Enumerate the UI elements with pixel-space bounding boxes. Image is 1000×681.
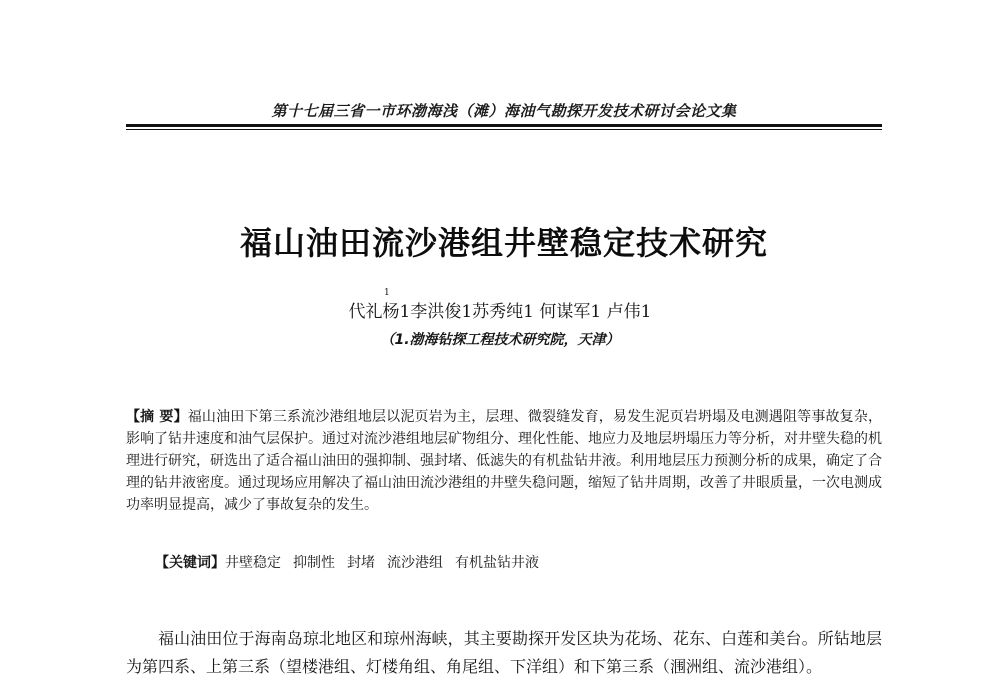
paper-title: 福山油田流沙港组井壁稳定技术研究 xyxy=(239,224,768,262)
author-superscript: 1 xyxy=(384,288,390,298)
affiliation: （1.渤海钻探工程技术研究院，天津） xyxy=(380,332,620,348)
running-header: 第十七届三省一市环渤海浅（滩）海油气勘探开发技术研讨会论文集 xyxy=(271,102,737,120)
header-rule-thick xyxy=(126,124,882,127)
header-rule-thin xyxy=(126,129,882,130)
abstract xyxy=(126,406,882,516)
abstract-label: 【摘 要】 xyxy=(126,409,188,425)
body-paragraph: 福山油田位于海南岛琼北地区和琼州海峡，其主要勘探开发区块为花场、花东、白莲和美台。所钻地层为第四系、上第三系（望楼港组、灯楼角组、角尾组、下洋组）和下第三系（涠洲组、流沙港组）。 xyxy=(126,629,882,676)
keyword-item: 井壁稳定 xyxy=(225,555,281,571)
keyword-item: 封堵 xyxy=(347,555,375,571)
author-list: 代礼杨1李洪俊1苏秀纯1 何谋军1 卢伟1 xyxy=(348,302,652,322)
keyword-item: 有机盐钻井液 xyxy=(455,555,539,571)
keywords xyxy=(155,552,881,572)
keyword-item: 流沙港组 xyxy=(387,555,443,571)
keywords-label: 【关键词】 xyxy=(155,555,225,571)
abstract-text: 福山油田下第三系流沙港组地层以泥页岩为主，层理、微裂缝发育，易发生泥页岩坍塌及电测遇阻等事故复杂，影响了钻井速度和油气层保护。通过对流沙港组地层矿物组分、理化性能、地应力及地层坍塌压力等分析，对井壁失稳的机理进行研究，研选出了适合福山油田的强抑制、强封堵、低滤失的有机盐钻井液。利用地层压力预测分析的成果，确定了合理的钻井液密度。通过现场应用解决了福山油田流沙港组的井壁失稳问题，缩短了钻井周期，改善了井眼质量，一次电测成功率明显提高，减少了事故复杂的发生。 xyxy=(126,409,883,513)
keyword-item: 抑制性 xyxy=(293,555,335,571)
